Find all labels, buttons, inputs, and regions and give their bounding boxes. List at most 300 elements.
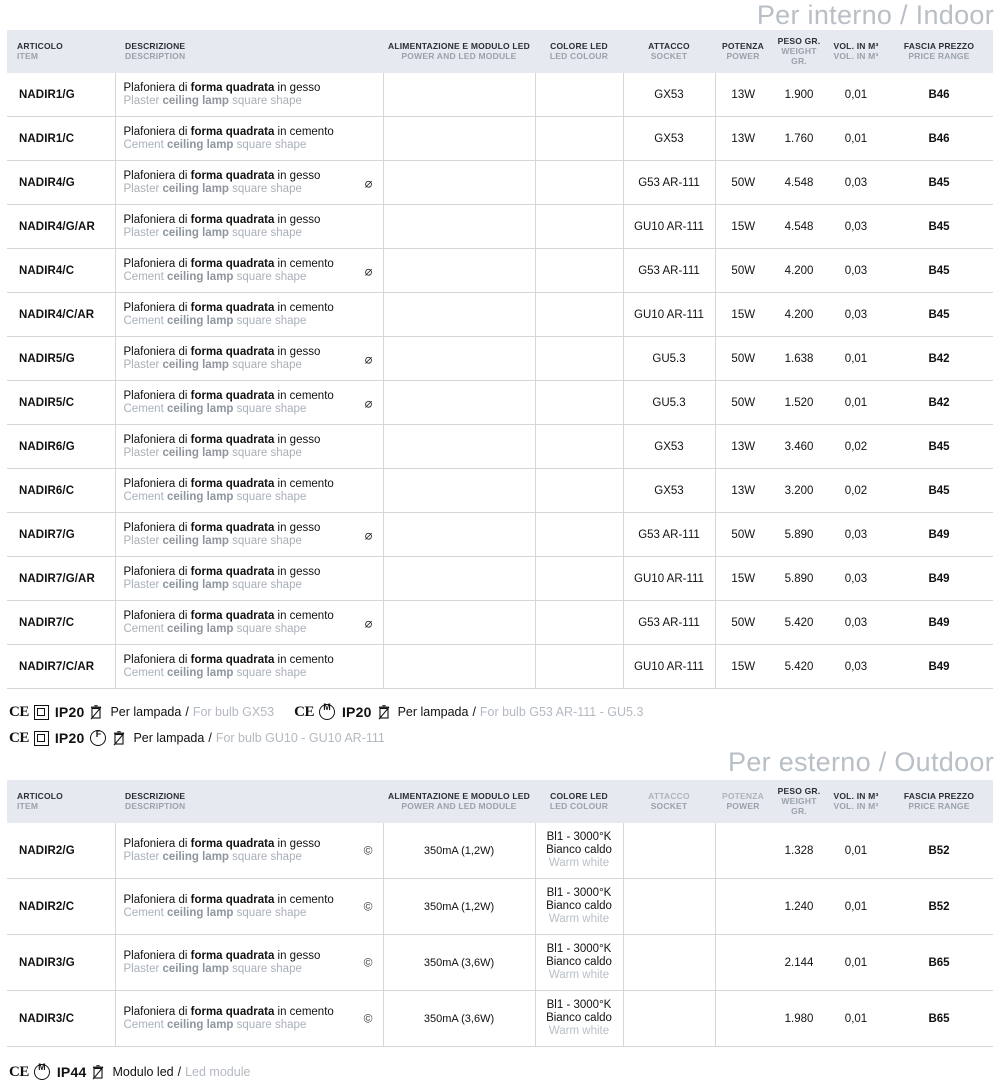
description-en: Cement ceiling lamp square shape <box>123 1018 307 1031</box>
cell-description <box>115 513 383 557</box>
table-row <box>7 935 993 991</box>
cell-socket: GX53 <box>623 73 715 117</box>
cell-power-module <box>383 381 535 425</box>
cell-power <box>715 935 771 991</box>
cell-price-range: B45 <box>885 425 993 469</box>
cell-volume: 0,01 <box>827 73 885 117</box>
cell-power <box>715 879 771 935</box>
cell-item: NADIR4/G <box>7 161 115 205</box>
cell-volume: 0,02 <box>827 469 885 513</box>
description-it: Plafoniera di forma quadrata in gesso <box>123 521 321 534</box>
cell-price-range: B46 <box>885 73 993 117</box>
col-item-en: ITEM <box>17 51 39 61</box>
cell-price-range: B52 <box>885 879 993 935</box>
col-price-range-it: FASCIA PREZZO <box>903 41 975 51</box>
cell-volume: 0,01 <box>827 381 885 425</box>
cert-slash-2: / <box>472 705 476 719</box>
cell-weight: 5.420 <box>771 601 827 645</box>
cell-led-colour <box>535 879 623 935</box>
cell-socket: GU10 AR-111 <box>623 645 715 689</box>
weee-bin-icon-3 <box>113 731 125 746</box>
col-led-colour-outdoor-en: LED COLOUR <box>549 801 609 811</box>
led-colour-en: Warm white <box>548 1025 610 1037</box>
description-it: Plafoniera di forma quadrata in gesso <box>123 169 321 182</box>
cell-volume: 0,03 <box>827 293 885 337</box>
cell-power-module <box>383 161 535 205</box>
table-row <box>7 337 993 381</box>
col-power-module <box>383 30 535 73</box>
cell-weight: 1.638 <box>771 337 827 381</box>
cell-item: NADIR7/G <box>7 513 115 557</box>
col-power <box>715 30 771 73</box>
description-en: Plaster ceiling lamp square shape <box>123 358 302 371</box>
col-description-outdoor-en: DESCRIPTION <box>125 801 186 811</box>
cell-led-colour <box>535 293 623 337</box>
col-power-module-outdoor-it: ALIMENTAZIONE E MODULO LED <box>388 791 530 801</box>
cell-power-module <box>383 513 535 557</box>
cell-power: 15W <box>715 645 771 689</box>
section-title-outdoor <box>0 747 1000 777</box>
weee-bin-icon-2 <box>378 705 390 720</box>
cell-led-colour <box>535 425 623 469</box>
cell-weight: 1.328 <box>771 823 827 879</box>
cell-price-range: B49 <box>885 557 993 601</box>
cell-price-range: B45 <box>885 249 993 293</box>
cell-led-colour <box>535 601 623 645</box>
cell-led-colour <box>535 645 623 689</box>
cell-volume: 0,03 <box>827 513 885 557</box>
table-row <box>7 823 993 879</box>
col-socket <box>623 30 715 73</box>
cell-weight: 3.200 <box>771 469 827 513</box>
led-colour-it: Bianco caldo <box>546 1012 612 1024</box>
cell-socket: GU5.3 <box>623 381 715 425</box>
description-it: Plafoniera di forma quadrata in cemento <box>123 609 334 622</box>
ip-rating-label-1: IP20 <box>54 704 85 720</box>
cell-item: NADIR3/G <box>7 935 115 991</box>
cell-volume: 0,01 <box>827 823 885 879</box>
description-it: Plafoniera di forma quadrata in cemento <box>123 1005 334 1018</box>
cell-volume: 0,03 <box>827 205 885 249</box>
cell-weight: 5.890 <box>771 513 827 557</box>
cell-item: NADIR4/C/AR <box>7 293 115 337</box>
cell-led-colour <box>535 991 623 1047</box>
cell-power: 15W <box>715 293 771 337</box>
table-row <box>7 425 993 469</box>
cell-item: NADIR6/C <box>7 469 115 513</box>
col-socket-outdoor <box>623 780 715 823</box>
cell-weight: 4.548 <box>771 205 827 249</box>
col-volume-outdoor-it: VOL. IN M³ <box>833 791 879 801</box>
cell-led-colour <box>535 117 623 161</box>
cell-led-colour <box>535 557 623 601</box>
description-it: Plafoniera di forma quadrata in cemento <box>123 125 334 138</box>
cell-description <box>115 879 383 935</box>
table-row <box>7 991 993 1047</box>
cell-socket <box>623 991 715 1047</box>
description-it: Plafoniera di forma quadrata in gesso <box>123 565 321 578</box>
cell-led-colour <box>535 823 623 879</box>
cell-description <box>115 337 383 381</box>
col-item <box>7 30 115 73</box>
description-it: Plafoniera di forma quadrata in gesso <box>123 433 321 446</box>
cell-description <box>115 161 383 205</box>
cell-socket: GU5.3 <box>623 337 715 381</box>
col-led-colour <box>535 30 623 73</box>
col-power-module-outdoor-en: POWER AND LED MODULE <box>401 801 517 811</box>
diameter-icon: ⌀ <box>364 527 373 542</box>
cell-power: 50W <box>715 513 771 557</box>
description-en: Cement ceiling lamp square shape <box>123 314 307 327</box>
col-weight <box>771 30 827 73</box>
class-i-icon <box>34 1064 50 1080</box>
outdoor-table <box>7 780 993 1047</box>
cell-description <box>115 601 383 645</box>
cell-price-range: B52 <box>885 823 993 879</box>
col-led-colour-it: COLORE LED <box>550 41 608 51</box>
cell-led-colour <box>535 249 623 293</box>
cell-power: 50W <box>715 249 771 293</box>
section-title-indoor-separator: / <box>900 0 908 30</box>
diameter-icon: ⌀ <box>364 175 373 190</box>
description-it: Plafoniera di forma quadrata in gesso <box>123 213 321 226</box>
description-it: Plafoniera di forma quadrata in cemento <box>123 389 334 402</box>
col-description-it: DESCRIZIONE <box>125 41 186 51</box>
section-title-indoor <box>0 0 1000 30</box>
section-title-outdoor-en: Outdoor <box>894 747 994 777</box>
cell-power <box>715 823 771 879</box>
cell-description <box>115 249 383 293</box>
class-ii-icon-2 <box>34 731 49 746</box>
outdoor-certifications <box>9 1059 1000 1085</box>
col-price-range <box>885 30 993 73</box>
section-title-outdoor-separator: / <box>878 747 887 777</box>
ip-rating-label-2: IP20 <box>341 704 372 720</box>
description-it: Plafoniera di forma quadrata in gesso <box>123 837 321 850</box>
led-colour-code: Bl1 - 3000°K <box>546 999 612 1011</box>
cell-led-colour <box>535 205 623 249</box>
cell-power: 13W <box>715 73 771 117</box>
cell-price-range: B42 <box>885 381 993 425</box>
cell-price-range: B49 <box>885 645 993 689</box>
cell-socket <box>623 879 715 935</box>
copyright-icon: © <box>363 1011 373 1025</box>
col-socket-it: ATTACCO <box>648 41 690 51</box>
cell-volume: 0,01 <box>827 991 885 1047</box>
cell-power-module: 350mA (1,2W) <box>383 879 535 935</box>
table-row <box>7 205 993 249</box>
cell-description <box>115 205 383 249</box>
ce-mark-icon-2: CE <box>294 703 314 720</box>
col-item-outdoor <box>7 780 115 823</box>
cell-socket: GU10 AR-111 <box>623 293 715 337</box>
cell-socket: G53 AR-111 <box>623 161 715 205</box>
cell-power-module <box>383 645 535 689</box>
cell-description <box>115 117 383 161</box>
cell-led-colour <box>535 469 623 513</box>
cell-power: 13W <box>715 469 771 513</box>
cell-weight: 2.144 <box>771 935 827 991</box>
col-led-colour-outdoor <box>535 780 623 823</box>
cell-led-colour <box>535 381 623 425</box>
led-colour-en: Warm white <box>548 969 610 981</box>
indoor-table <box>7 30 993 689</box>
table-row <box>7 381 993 425</box>
cell-description <box>115 823 383 879</box>
col-power-module-en: POWER AND LED MODULE <box>401 51 517 61</box>
cert-slash-outdoor: / <box>177 1065 182 1079</box>
ce-mark-icon-3: CE <box>9 729 29 746</box>
cert-text-3-en: For bulb GU10 - GU10 AR-111 <box>215 731 385 745</box>
cell-power-module: 350mA (3,6W) <box>383 991 535 1047</box>
cert-line-1 <box>9 699 1000 725</box>
cell-socket <box>623 823 715 879</box>
description-it: Plafoniera di forma quadrata in cemento <box>123 301 334 314</box>
cell-item: NADIR2/G <box>7 823 115 879</box>
col-price-range-outdoor-it: FASCIA PREZZO <box>903 791 975 801</box>
cell-power: 50W <box>715 161 771 205</box>
cert-text-3-it: Per lampada <box>133 731 205 745</box>
cell-weight: 1.520 <box>771 381 827 425</box>
description-en: Cement ceiling lamp square shape <box>123 906 307 919</box>
table-row <box>7 513 993 557</box>
cell-power: 15W <box>715 205 771 249</box>
cell-power-module <box>383 337 535 381</box>
col-price-range-outdoor <box>885 780 993 823</box>
col-power-module-it: ALIMENTAZIONE E MODULO LED <box>388 41 530 51</box>
led-colour-code: Bl1 - 3000°K <box>546 831 612 843</box>
cell-weight: 1.900 <box>771 73 827 117</box>
cell-power: 50W <box>715 337 771 381</box>
description-en: Plaster ceiling lamp square shape <box>123 446 302 459</box>
description-en: Cement ceiling lamp square shape <box>123 490 307 503</box>
cell-price-range: B45 <box>885 293 993 337</box>
col-weight-en: WEIGHT GR. <box>781 46 817 66</box>
cell-price-range: B65 <box>885 935 993 991</box>
col-volume-en: VOL. IN M³ <box>833 51 879 61</box>
description-en: Cement ceiling lamp square shape <box>123 622 307 635</box>
cell-power-module <box>383 117 535 161</box>
description-en: Plaster ceiling lamp square shape <box>123 962 302 975</box>
cell-power: 13W <box>715 425 771 469</box>
cell-power: 50W <box>715 381 771 425</box>
cell-volume: 0,03 <box>827 645 885 689</box>
cell-item: NADIR7/C/AR <box>7 645 115 689</box>
col-item-outdoor-en: ITEM <box>17 801 39 811</box>
led-colour-code: Bl1 - 3000°K <box>546 943 612 955</box>
cell-price-range: B46 <box>885 117 993 161</box>
cell-weight: 4.200 <box>771 249 827 293</box>
copyright-icon: © <box>363 843 373 857</box>
cell-led-colour <box>535 337 623 381</box>
col-weight-it: PESO GR. <box>777 36 821 46</box>
cell-weight: 4.200 <box>771 293 827 337</box>
cell-led-colour <box>535 935 623 991</box>
cell-volume: 0,03 <box>827 601 885 645</box>
cell-volume: 0,01 <box>827 337 885 381</box>
table-row <box>7 879 993 935</box>
cert-text-1-it: Per lampada <box>110 705 182 719</box>
col-weight-outdoor <box>771 780 827 823</box>
cell-led-colour <box>535 73 623 117</box>
indoor-certifications <box>9 699 1000 751</box>
class-ii-icon <box>34 705 49 720</box>
cell-item: NADIR6/G <box>7 425 115 469</box>
cell-power-module <box>383 73 535 117</box>
cell-weight: 1.240 <box>771 879 827 935</box>
col-price-range-outdoor-en: PRICE RANGE <box>908 801 970 811</box>
cell-power-module <box>383 425 535 469</box>
description-it: Plafoniera di forma quadrata in gesso <box>123 949 321 962</box>
led-colour-en: Warm white <box>548 857 610 869</box>
cell-weight: 3.460 <box>771 425 827 469</box>
cell-description <box>115 381 383 425</box>
description-en: Cement ceiling lamp square shape <box>123 402 307 415</box>
cell-item: NADIR5/C <box>7 381 115 425</box>
col-description-outdoor-it: DESCRIZIONE <box>125 791 186 801</box>
diameter-icon: ⌀ <box>364 263 373 278</box>
description-it: Plafoniera di forma quadrata in cemento <box>123 893 334 906</box>
cell-description <box>115 73 383 117</box>
cell-power-module: 350mA (1,2W) <box>383 823 535 879</box>
description-en: Plaster ceiling lamp square shape <box>123 850 302 863</box>
led-colour-code: Bl1 - 3000°K <box>546 887 612 899</box>
weee-bin-icon <box>90 705 102 720</box>
cell-socket: GU10 AR-111 <box>623 557 715 601</box>
table-row <box>7 161 993 205</box>
description-it: Plafoniera di forma quadrata in cemento <box>123 477 334 490</box>
col-weight-outdoor-en: WEIGHT GR. <box>781 796 817 816</box>
cell-socket: G53 AR-111 <box>623 513 715 557</box>
cell-power-module <box>383 557 535 601</box>
cell-item: NADIR7/C <box>7 601 115 645</box>
col-item-outdoor-it: ARTICOLO <box>17 791 63 801</box>
col-item-it: ARTICOLO <box>17 41 63 51</box>
indoor-table-body <box>7 73 993 689</box>
cell-item: NADIR4/C <box>7 249 115 293</box>
col-led-colour-outdoor-it: COLORE LED <box>550 791 608 801</box>
diameter-icon: ⌀ <box>364 395 373 410</box>
cell-price-range: B45 <box>885 161 993 205</box>
cell-item: NADIR3/C <box>7 991 115 1047</box>
col-socket-outdoor-it: ATTACCO <box>648 791 690 801</box>
copyright-icon: © <box>363 955 373 969</box>
cell-description <box>115 293 383 337</box>
cell-description <box>115 645 383 689</box>
cell-socket: G53 AR-111 <box>623 249 715 293</box>
col-power-outdoor-en: POWER <box>726 801 760 811</box>
cell-socket: GX53 <box>623 117 715 161</box>
indoor-table-header <box>7 30 993 73</box>
col-power-outdoor <box>715 780 771 823</box>
ip-rating-label-3: IP20 <box>54 730 85 746</box>
col-power-it: POTENZA <box>721 41 764 51</box>
col-price-range-en: PRICE RANGE <box>908 51 970 61</box>
description-en: Plaster ceiling lamp square shape <box>123 94 302 107</box>
table-row <box>7 293 993 337</box>
description-en: Plaster ceiling lamp square shape <box>123 182 302 195</box>
cell-power-module <box>383 293 535 337</box>
cert-slash-1: / <box>185 705 189 719</box>
cell-power: 50W <box>715 601 771 645</box>
cell-item: NADIR5/G <box>7 337 115 381</box>
cell-weight: 5.420 <box>771 645 827 689</box>
col-power-module-outdoor <box>383 780 535 823</box>
cell-item: NADIR7/G/AR <box>7 557 115 601</box>
led-colour-en: Warm white <box>548 913 610 925</box>
description-en: Cement ceiling lamp square shape <box>123 270 307 283</box>
cell-description <box>115 991 383 1047</box>
description-it: Plafoniera di forma quadrata in gesso <box>123 345 321 358</box>
cell-power-module <box>383 249 535 293</box>
led-colour-it: Bianco caldo <box>546 844 612 856</box>
cert-line-outdoor-1 <box>9 1059 1000 1085</box>
cell-power-module: 350mA (3,6W) <box>383 935 535 991</box>
cell-power-module <box>383 601 535 645</box>
description-it: Plafoniera di forma quadrata in cemento <box>123 257 334 270</box>
cert-text-outdoor-en: Led module <box>185 1065 251 1079</box>
ip-rating-label-4: IP44 <box>56 1064 87 1080</box>
description-en: Plaster ceiling lamp square shape <box>123 578 302 591</box>
cell-power-module <box>383 469 535 513</box>
outdoor-table-header <box>7 780 993 823</box>
col-weight-outdoor-it: PESO GR. <box>777 786 821 796</box>
cell-price-range: B65 <box>885 991 993 1047</box>
cell-description <box>115 557 383 601</box>
f-mark-icon <box>90 730 106 746</box>
cell-power-module <box>383 205 535 249</box>
cell-weight: 5.890 <box>771 557 827 601</box>
col-socket-outdoor-en: SOCKET <box>650 801 688 811</box>
table-row <box>7 249 993 293</box>
description-en: Cement ceiling lamp square shape <box>123 138 307 151</box>
cell-led-colour <box>535 161 623 205</box>
cell-price-range: B45 <box>885 205 993 249</box>
cell-socket: GU10 AR-111 <box>623 205 715 249</box>
cell-led-colour <box>535 513 623 557</box>
section-title-indoor-en: Indoor <box>915 0 994 30</box>
cell-item: NADIR1/G <box>7 73 115 117</box>
cell-item: NADIR1/C <box>7 117 115 161</box>
cell-weight: 1.980 <box>771 991 827 1047</box>
col-volume-it: VOL. IN M³ <box>833 41 879 51</box>
table-row <box>7 117 993 161</box>
col-led-colour-en: LED COLOUR <box>549 51 609 61</box>
cell-volume: 0,03 <box>827 557 885 601</box>
copyright-icon: © <box>363 899 373 913</box>
cell-socket: GX53 <box>623 469 715 513</box>
cell-volume: 0,01 <box>827 117 885 161</box>
ce-mark-icon-4: CE <box>9 1063 29 1080</box>
description-it: Plafoniera di forma quadrata in cemento <box>123 653 334 666</box>
table-row <box>7 601 993 645</box>
cell-price-range: B42 <box>885 337 993 381</box>
cert-text-1-en: For bulb GX53 <box>192 705 275 719</box>
col-power-en: POWER <box>726 51 760 61</box>
cell-item: NADIR4/G/AR <box>7 205 115 249</box>
cell-item: NADIR2/C <box>7 879 115 935</box>
cell-socket <box>623 935 715 991</box>
cell-weight: 1.760 <box>771 117 827 161</box>
cell-volume: 0,01 <box>827 879 885 935</box>
col-socket-en: SOCKET <box>650 51 688 61</box>
cell-power: 15W <box>715 557 771 601</box>
description-en: Plaster ceiling lamp square shape <box>123 534 302 547</box>
cell-description <box>115 425 383 469</box>
table-row <box>7 557 993 601</box>
cell-socket: GX53 <box>623 425 715 469</box>
cell-volume: 0,03 <box>827 249 885 293</box>
